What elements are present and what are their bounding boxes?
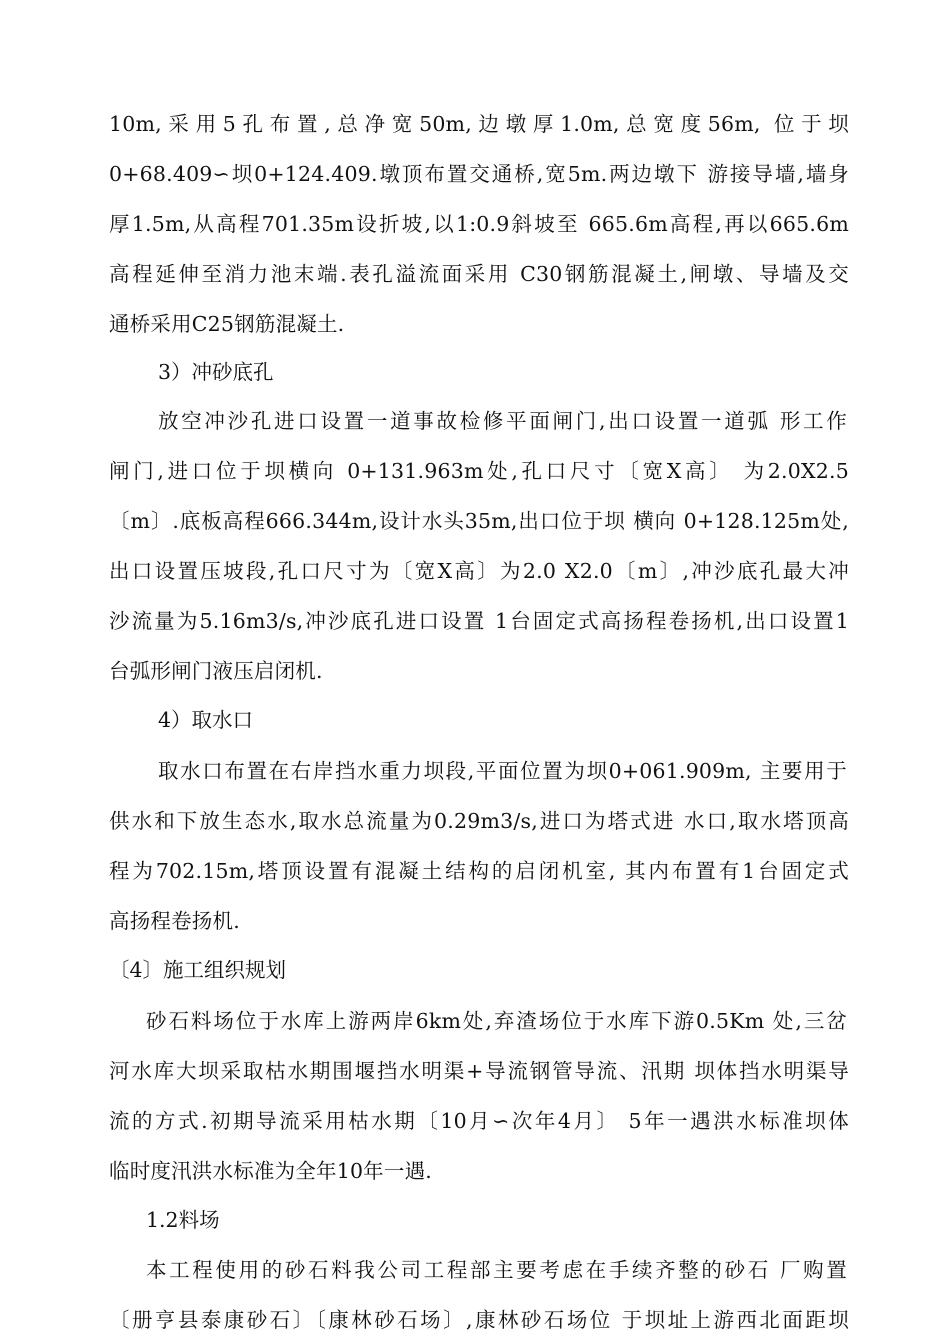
text-line: 砂石料场位于水库上游两岸6km处,弃渣场位于水库下游0.5Km 处,三岔 bbox=[146, 1009, 847, 1033]
text-line: 通桥采用C25钢筋混凝土. bbox=[109, 312, 345, 336]
text-line: 放空冲沙孔进口设置一道事故检修平面闸门,出口设置一道弧 形工作 bbox=[158, 409, 847, 433]
text-line: 河水库大坝采取枯水期围堰挡水明渠+导流钢管导流、汛期 坝体挡水明渠导 bbox=[109, 1059, 849, 1083]
section-heading: 3）冲砂底孔 bbox=[158, 360, 274, 384]
text-line: 〔册亨县泰康砂石〕〔康林砂石场〕,康林砂石场位 于坝址上游西北面距坝 bbox=[109, 1308, 849, 1332]
text-line: 闸门,进口位于坝横向 0+131.963m处,孔口尺寸〔宽X高〕 为2.0X2.5 bbox=[109, 459, 849, 483]
text-line: 〔m〕.底板高程666.344m,设计水头35m,出口位于坝 横向 0+128.125m处, bbox=[109, 509, 849, 533]
text-line: 台弧形闸门液压启闭机. bbox=[109, 659, 323, 683]
text-line: 出口设置压坡段,孔口尺寸为〔宽X高〕为2.0 X2.0〔m〕,冲沙底孔最大冲 bbox=[109, 559, 849, 583]
text-line: 程为702.15m,塔顶设置有混凝土结构的启闭机室, 其内布置有1台固定式 bbox=[109, 859, 849, 883]
text-line: 沙流量为5.16m3/s,冲沙底孔进口设置 1台固定式高扬程卷扬机,出口设置1 bbox=[109, 609, 849, 633]
text-line: 供水和下放生态水,取水总流量为0.29m3/s,进口为塔式进 水口,取水塔顶高 bbox=[109, 809, 849, 833]
text-line: 高扬程卷扬机. bbox=[109, 909, 240, 933]
section-heading: 〔4〕施工组织规划 bbox=[109, 958, 287, 982]
text-line: 临时度汛洪水标准为全年10年一遇. bbox=[109, 1159, 433, 1183]
text-line: 0+68.409∽坝0+124.409.墩顶布置交通桥,宽5m.两边墩下 游接导墙,墙身 bbox=[109, 162, 849, 186]
text-line: 本工程使用的砂石料我公司工程部主要考虑在手续齐整的砂石 厂购置 bbox=[146, 1258, 847, 1282]
text-line: 流的方式.初期导流采用枯水期〔10月∽次年4月〕 5年一遇洪水标准坝体 bbox=[109, 1109, 849, 1133]
text-line: 取水口布置在右岸挡水重力坝段,平面位置为坝0+061.909m, 主要用于 bbox=[158, 759, 847, 783]
text-line: 10m,采用5孔布置,总净宽50m,边墩厚1.0m,总宽度56m, 位于坝 bbox=[109, 112, 849, 136]
text-line: 厚1.5m,从高程701.35m设折坡,以1:0.9斜坡至 665.6m高程,再以665.6m bbox=[109, 212, 849, 236]
section-heading: 4）取水口 bbox=[158, 708, 254, 732]
section-heading: 1.2料场 bbox=[146, 1208, 220, 1232]
text-line: 高程延伸至消力池末端.表孔溢流面采用 C30钢筋混凝土,闸墩、导墙及交 bbox=[109, 262, 849, 286]
